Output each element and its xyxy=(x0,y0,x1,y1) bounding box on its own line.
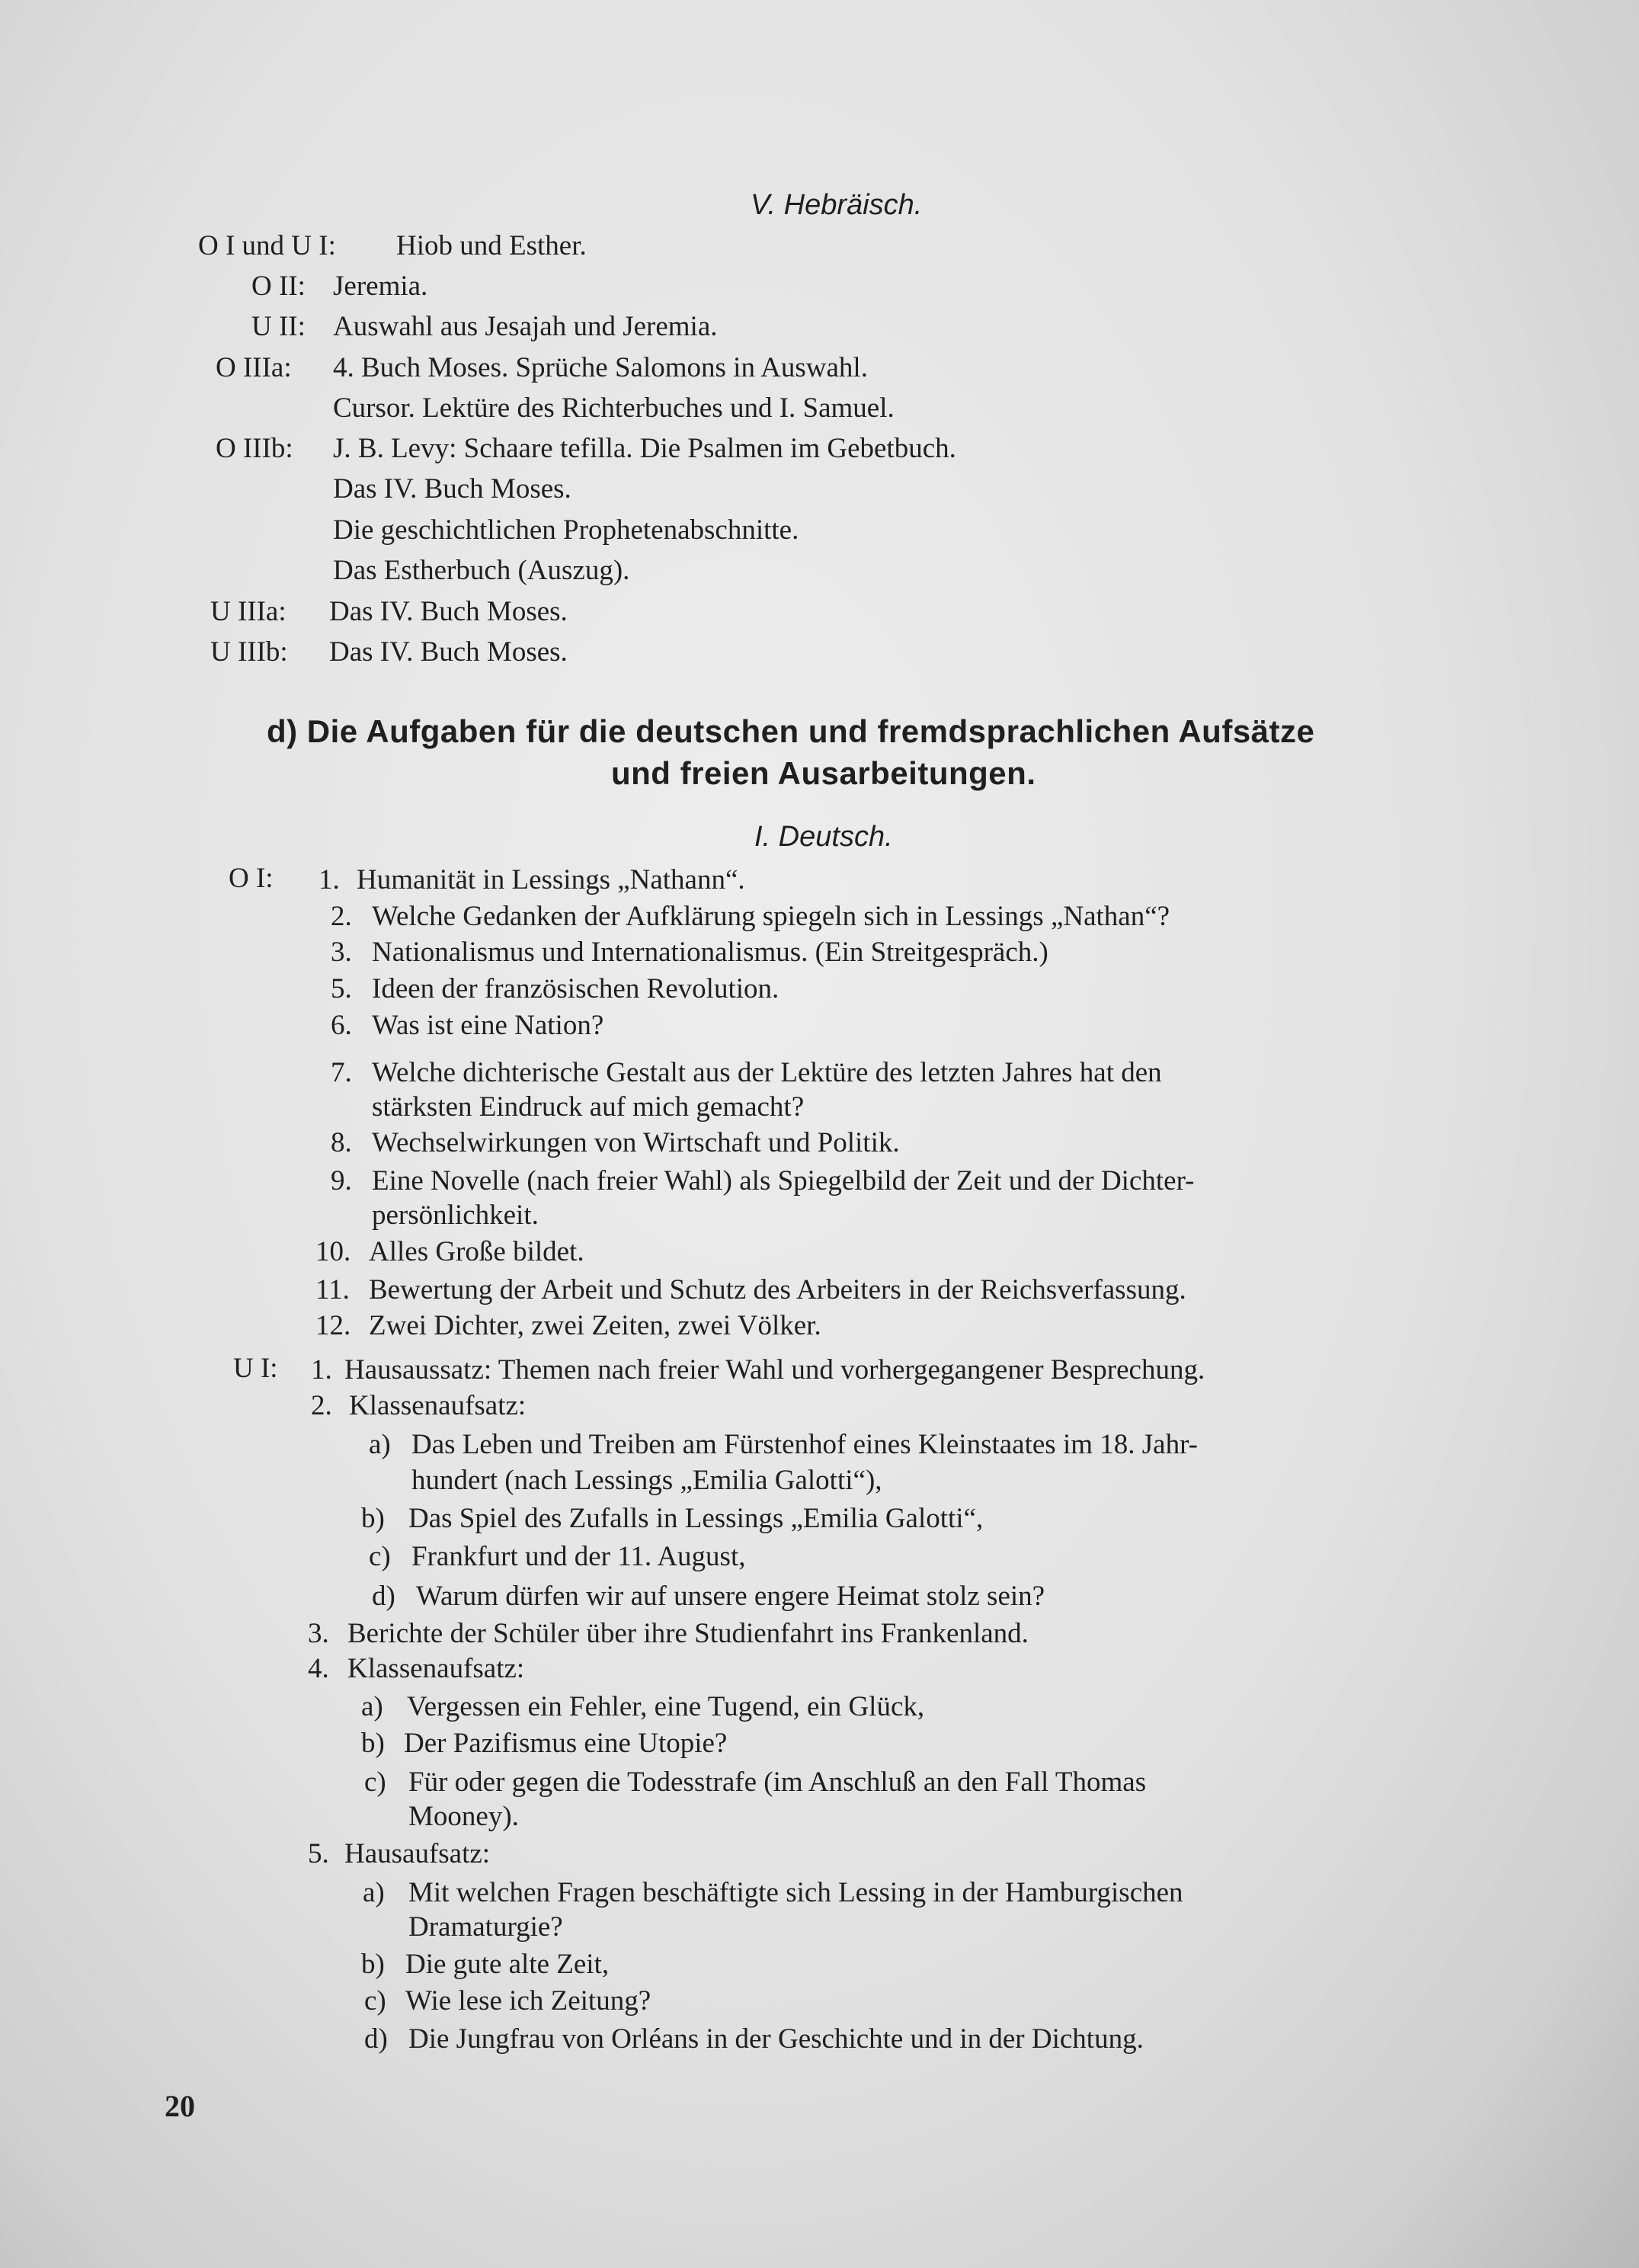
list-item-text: Eine Novelle (nach freier Wahl) als Spiegelbild der Zeit und der Dichter- xyxy=(372,1165,1195,1196)
section-d-heading-line1: d) Die Aufgaben für die deutschen und fremdsprachlichen Aufsätze xyxy=(267,713,1315,749)
hebrew-row-label: O IIIa: xyxy=(216,352,292,383)
sub-item-letter: d) xyxy=(364,2023,388,2055)
hebrew-row-text: Die geschichtlichen Prophetenabschnitte. xyxy=(333,514,799,546)
list-item-text: Wechselwirkungen von Wirtschaft und Politik. xyxy=(372,1127,900,1158)
list-item-num: 7. xyxy=(331,1057,352,1088)
hebrew-row-text: Das Estherbuch (Auszug). xyxy=(333,555,630,586)
sub-item-continuation: Dramaturgie? xyxy=(408,1911,563,1943)
hebrew-row-label: U IIIb: xyxy=(210,636,288,668)
list-item-num: 2. xyxy=(311,1390,332,1421)
list-item-text: Bewertung der Arbeit und Schutz des Arbeiters in der Reichsverfassung. xyxy=(369,1274,1186,1305)
sub-item-letter: b) xyxy=(361,1728,385,1759)
list-item-continuation: persönlichkeit. xyxy=(372,1200,539,1231)
list-item-num: 5. xyxy=(331,973,352,1004)
sub-item-text: Für oder gegen die Todesstrafe (im Anschluß an den Fall Thomas xyxy=(408,1767,1147,1798)
sub-item-text: Die gute alte Zeit, xyxy=(405,1949,610,1980)
sub-item-text: Der Pazifismus eine Utopie? xyxy=(404,1728,728,1759)
list-item-num: 8. xyxy=(331,1127,352,1158)
hebrew-heading: V. Hebräisch. xyxy=(751,189,923,221)
list-item-text: Welche dichterische Gestalt aus der Lektüre des letzten Jahres hat den xyxy=(372,1057,1162,1088)
ui-label: U I: xyxy=(233,1353,278,1384)
hebrew-row-text: Das IV. Buch Moses. xyxy=(329,596,568,627)
hebrew-row-text: Jeremia. xyxy=(333,271,428,302)
list-item-num: 3. xyxy=(331,937,352,968)
sub-item-continuation: hundert (nach Lessings „Emilia Galotti“), xyxy=(411,1465,882,1496)
list-item-text: Nationalismus und Internationalismus. (Ein Streitgespräch.) xyxy=(372,937,1048,968)
sub-item-text: Warum dürfen wir auf unsere engere Heimat stolz sein? xyxy=(416,1581,1045,1612)
sub-item-text: Das Leben und Treiben am Fürstenhof eines Kleinstaates im 18. Jahr- xyxy=(411,1429,1198,1460)
list-item-text: Ideen der französischen Revolution. xyxy=(372,973,779,1004)
deutsch-subheading: I. Deutsch. xyxy=(754,821,893,853)
sub-item-text: Frankfurt und der 11. August, xyxy=(411,1541,746,1572)
list-item-num: 10. xyxy=(315,1236,351,1267)
hebrew-row-label: U IIIa: xyxy=(210,596,287,627)
oi-label: O I: xyxy=(229,863,274,894)
sub-item-text: Die Jungfrau von Orléans in der Geschichte und in der Dichtung. xyxy=(408,2023,1144,2055)
hebrew-row-text: J. B. Levy: Schaare tefilla. Die Psalmen im Gebetbuch. xyxy=(333,433,956,464)
hebrew-row-label: O II: xyxy=(251,271,306,302)
sub-item-continuation: Mooney). xyxy=(408,1801,519,1832)
sub-item-text: Das Spiel des Zufalls in Lessings „Emilia Galotti“, xyxy=(408,1503,984,1534)
sub-item-letter: a) xyxy=(369,1429,391,1460)
sub-item-letter: b) xyxy=(361,1949,385,1980)
sub-item-letter: c) xyxy=(364,1767,386,1798)
list-item-text: Hausaufsatz: xyxy=(344,1838,491,1869)
list-item-num: 9. xyxy=(331,1165,352,1196)
list-item-num: 1. xyxy=(319,864,340,895)
hebrew-row-text: Hiob und Esther. xyxy=(396,230,587,261)
hebrew-row-text: Cursor. Lektüre des Richterbuches und I. Samuel. xyxy=(333,392,895,424)
list-item-num: 1. xyxy=(311,1354,332,1385)
sub-item-text: Wie lese ich Zeitung? xyxy=(405,1985,651,2017)
page-number: 20 xyxy=(165,2089,195,2123)
sub-item-letter: c) xyxy=(364,1985,386,2017)
hebrew-row-text: 4. Buch Moses. Sprüche Salomons in Auswahl. xyxy=(333,352,868,383)
section-d-heading-line2: und freien Ausarbeitungen. xyxy=(611,755,1036,791)
list-item-text: Alles Große bildet. xyxy=(369,1236,584,1267)
sub-item-letter: d) xyxy=(372,1581,395,1612)
sub-item-letter: c) xyxy=(369,1541,391,1572)
list-item-num: 12. xyxy=(315,1310,351,1341)
list-item-text: Humanität in Lessings „Nathann“. xyxy=(357,864,745,895)
list-item-text: Was ist eine Nation? xyxy=(372,1010,604,1041)
list-item-text: Zwei Dichter, zwei Zeiten, zwei Völker. xyxy=(369,1310,821,1341)
list-item-text: Klassenaufsatz: xyxy=(347,1653,525,1684)
hebrew-row-text: Das IV. Buch Moses. xyxy=(329,636,568,668)
hebrew-row-label: U II: xyxy=(251,311,306,342)
list-item-text: Hausaussatz: Themen nach freier Wahl und vorhergegangener Besprechung. xyxy=(344,1354,1205,1385)
sub-item-text: Vergessen ein Fehler, eine Tugend, ein Glück, xyxy=(407,1691,925,1722)
list-item-text: Berichte der Schüler über ihre Studienfahrt ins Frankenland. xyxy=(347,1618,1029,1649)
sub-item-text: Mit welchen Fragen beschäftigte sich Lessing in der Hamburgischen xyxy=(408,1877,1183,1908)
list-item-num: 2. xyxy=(331,901,352,932)
hebrew-row-label: O I und U I: xyxy=(198,230,336,261)
list-item-num: 3. xyxy=(308,1618,329,1649)
hebrew-row-text: Auswahl aus Jesajah und Jeremia. xyxy=(333,311,718,342)
list-item-continuation: stärksten Eindruck auf mich gemacht? xyxy=(372,1091,805,1123)
list-item-num: 6. xyxy=(331,1010,352,1041)
hebrew-row-label: O IIIb: xyxy=(216,433,293,464)
sub-item-letter: a) xyxy=(363,1877,385,1908)
sub-item-letter: a) xyxy=(361,1691,383,1722)
list-item-num: 4. xyxy=(308,1653,329,1684)
list-item-num: 11. xyxy=(315,1274,350,1305)
list-item-num: 5. xyxy=(308,1838,329,1869)
list-item-text: Welche Gedanken der Aufklärung spiegeln sich in Lessings „Nathan“? xyxy=(372,901,1170,932)
list-item-text: Klassenaufsatz: xyxy=(349,1390,527,1421)
hebrew-row-text: Das IV. Buch Moses. xyxy=(333,473,571,505)
sub-item-letter: b) xyxy=(361,1503,385,1534)
